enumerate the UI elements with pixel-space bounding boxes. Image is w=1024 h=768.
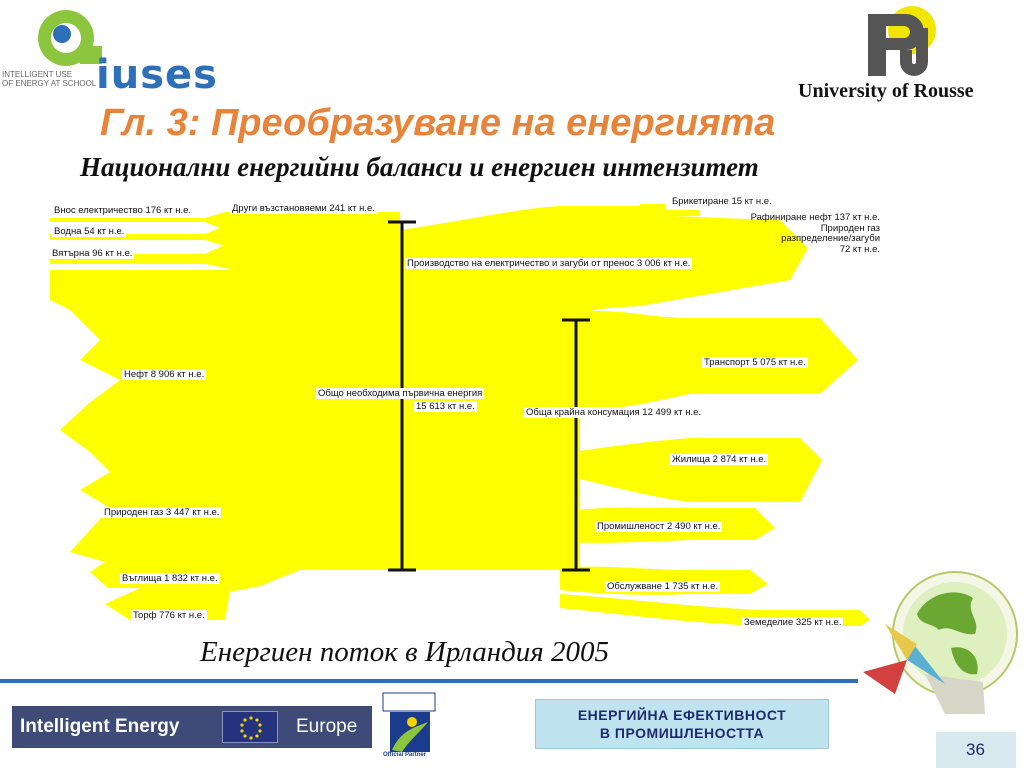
conversion-label: Природен газ (820, 223, 880, 234)
university-name: University of Rousse (798, 80, 974, 102)
slide-subtitle: Национални енергийни баланси и енергиен интензитет (80, 152, 759, 182)
conversion-label: Брикетиране 15 кт н.е. (672, 196, 772, 207)
ie-banner-right-text: Europe (296, 716, 358, 737)
iuses-wordmark: iuses (96, 52, 218, 98)
slide-title: Гл. 3: Преобразуване на енергията (100, 102, 776, 144)
source-label: Торф 776 кт н.е. (133, 610, 205, 621)
official-partner-text: Official Partner (383, 752, 427, 758)
iuses-tagline (2, 70, 96, 88)
source-label: Въглища 1 832 кт н.е. (122, 573, 218, 584)
conversion-label: 72 кт н.е. (839, 244, 880, 255)
source-label: Вятърна 96 кт н.е. (52, 248, 133, 259)
losses-label: Производство на електричество и загуби от пренос 3 006 кт н.е. (407, 258, 691, 269)
page-number: 36 (966, 740, 985, 759)
final-use-label: Промишленост 2 490 кт н.е. (597, 521, 721, 532)
primary-energy-value: 15 613 кт н.е. (416, 401, 475, 412)
source-label: Природен газ 3 447 кт н.е. (104, 507, 220, 518)
primary-energy-label: Общо необходима първична енергия (318, 388, 483, 399)
iuses-tagline-line: OF ENERGY AT SCHOOL (2, 79, 97, 88)
source-label: Внос електричество 176 кт н.е. (54, 205, 192, 216)
final-use-label: Земеделие 325 кт н.е. (744, 617, 842, 628)
energy-efficiency-line: ЕНЕРГИЙНА ЕФЕКТИВНОСТ (577, 707, 787, 723)
energy-flow-diagram (0, 190, 900, 650)
energy-bulb-illustration (855, 564, 1024, 714)
final-use-label: Транспорт 5 075 кт н.е. (704, 357, 806, 368)
eu-stars (223, 712, 279, 744)
diagram-caption: Енергиен поток в Ирландия 2005 (200, 636, 610, 668)
intelligent-energy-europe-banner (12, 706, 372, 748)
source-label: Водна 54 кт н.е. (54, 226, 125, 237)
energy-efficiency-box (535, 699, 829, 749)
iuses-tagline-line: INTELLIGENT USE (2, 70, 73, 79)
eu-flag-icon (222, 711, 278, 743)
energy-efficiency-line: В ПРОМИШЛЕНОСТТА (599, 725, 765, 741)
ie-banner-left-text: Intelligent Energy (20, 716, 180, 737)
final-use-label: Обслужване 1 735 кт н.е. (607, 581, 719, 592)
source-label: Други възстановяеми 241 кт н.е. (232, 203, 375, 214)
conversion-label: разпределение/загуби (781, 233, 880, 244)
final-use-label: Жилища 2 874 кт н.е. (672, 454, 767, 465)
footer-divider (0, 679, 858, 683)
conversion-label: Рафиниране нефт 137 кт н.е. (750, 212, 880, 223)
university-logo (860, 4, 940, 80)
final-consumption-label: Обща крайна консумация 12 499 кт н.е. (526, 407, 702, 418)
source-label: Нефт 8 906 кт н.е. (124, 369, 205, 380)
